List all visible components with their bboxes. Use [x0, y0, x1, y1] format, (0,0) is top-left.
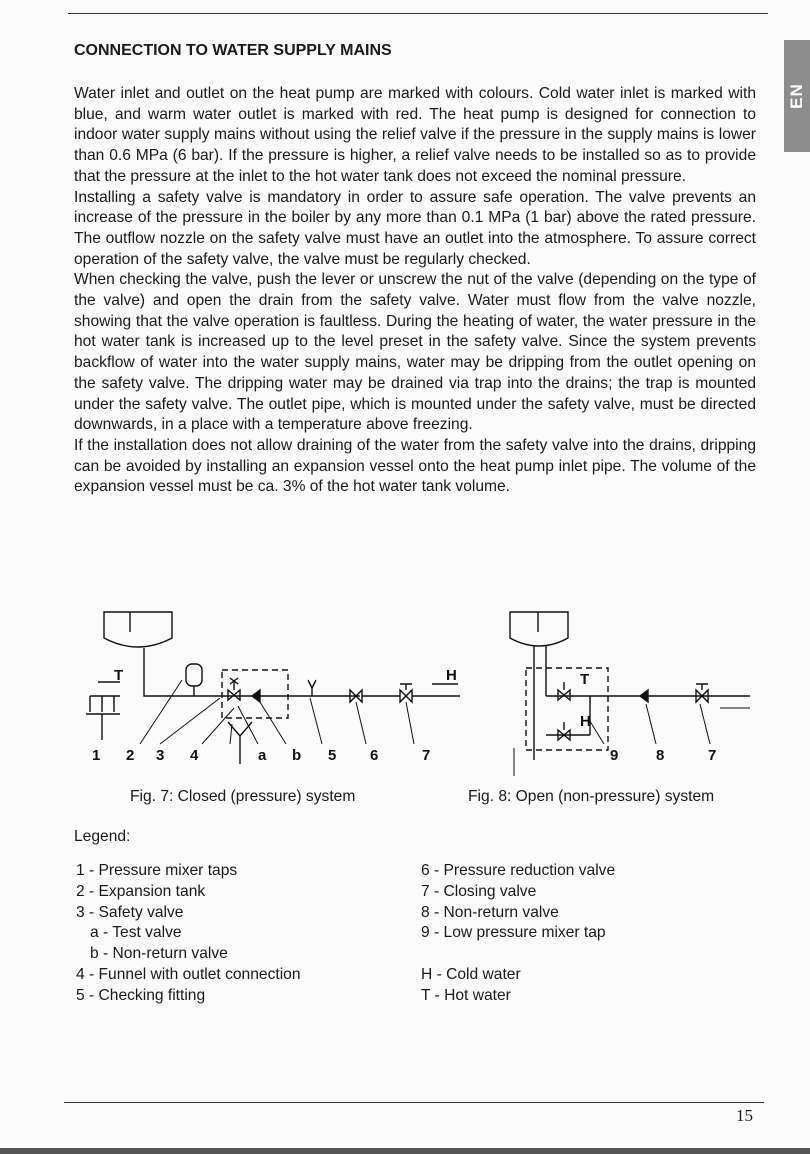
fig7-mixer-taps: [86, 696, 120, 714]
fig7-label-h: H: [446, 667, 457, 684]
fig8-diagram: [510, 612, 750, 776]
fig7-expansion-tank: [186, 664, 202, 686]
legend-item: 9 - Low pressure mixer tap: [421, 924, 606, 942]
fig8-non-return-valve: [640, 690, 648, 702]
fig7-label-3: 3: [156, 747, 165, 764]
page-number: 15: [736, 1106, 753, 1125]
fig7-label-a: a: [258, 747, 267, 764]
paragraph-1: Water inlet and outlet on the heat pump are marked with colours. Cold water inlet is marked with blue, and warm water outlet is marked with red. The heat pump is designed for connection to indoor water supply mains without using the relief valve if the pressure in the supply mains is lower than 0.6 MPa (6 bar). If the pressure is higher, a relief valve needs to be installed so as to provide that the pressure at the inlet to the hot water tank does not exceed the nominal pressure.: [74, 85, 756, 185]
legend-item: 8 - Non-return valve: [421, 903, 559, 921]
fig7-leader-lines: [140, 680, 414, 744]
legend-item: T - Hot water: [421, 986, 511, 1004]
fig7-safety-valve-spring: [230, 678, 238, 690]
fig7-tank: [104, 612, 172, 647]
fig8-tank: [510, 612, 568, 646]
fig8-closing-valve: [696, 684, 708, 702]
fig8-leader-lines: [588, 704, 710, 744]
fig8-label-9: 9: [610, 747, 619, 764]
scan-edge-shadow: [0, 1148, 810, 1154]
fig7-diagram: [86, 612, 460, 764]
legend-left-column: [76, 861, 301, 1007]
fig7-checking-fitting: [308, 680, 316, 696]
legend-item: a - Test valve: [90, 924, 182, 942]
fig7-non-return-valve: [252, 690, 260, 702]
installation-diagrams: [60, 600, 760, 780]
paragraph-3: When checking the valve, push the lever or unscrew the nut of the valve (depending on the type of the valve) and open the drain from the safety valve. Water must flow from the valve nozzle, showing that the valve operation is faultless. During the heating of water, the water pressure in the hot water tank is increased up to the level preset in the safety valve. Since the system prevents backflow of water into the water supply mains, water may be dripping from the outlet opening on the safety valve. The dripping water may be drained via trap into the drains; the trap is mounted under the safety valve. The outlet pipe, which is mounted under the safety valve, must be directed downwards, in a place with a temperature above freezing.: [74, 271, 756, 434]
fig8-label-8: 8: [656, 747, 665, 764]
fig7-label-7: 7: [422, 747, 431, 764]
legend-item: 3 - Safety valve: [76, 903, 184, 921]
fig7-label-5: 5: [328, 747, 337, 764]
paragraph-2: Installing a safety valve is mandatory in order to assure safe operation. The valve prevents an increase of the pressure in the boiler by any more than 0.1 MPa (1 bar) above the rated pressure. The outflow nozzle on the safety valve must have an outlet into the atmosphere. To assure correct operation of the safety valve, the valve must be regularly checked.: [74, 188, 756, 268]
legend-item: 5 - Checking fitting: [76, 986, 206, 1004]
fig8-lower-valve: [558, 722, 570, 740]
fig7-label-6: 6: [370, 747, 379, 764]
legend-spacer: [421, 944, 615, 965]
legend-title: Legend:: [74, 828, 131, 845]
top-rule: [68, 13, 768, 14]
fig7-label-b: b: [292, 747, 302, 764]
legend-right-column: [421, 861, 615, 1007]
body-text: [74, 84, 756, 498]
legend-item: 4 - Funnel with outlet connection: [76, 965, 301, 983]
fig7-label-1: 1: [92, 747, 101, 764]
fig8-label-7: 7: [708, 747, 717, 764]
bottom-rule: [64, 1102, 764, 1103]
fig8-upper-valve: [558, 682, 570, 700]
legend-item: 6 - Pressure reduction valve: [421, 862, 616, 879]
legend-item: H - Cold water: [421, 965, 521, 983]
legend-item: 1 - Pressure mixer taps: [76, 862, 238, 879]
legend-item: 2 - Expansion tank: [76, 882, 206, 900]
fig7-safety-valve: [228, 690, 240, 700]
fig8-tank-pipes: [534, 646, 546, 760]
fig7-caption: Fig. 7: Closed (pressure) system: [130, 788, 356, 805]
section-heading: CONNECTION TO WATER SUPPLY MAINS: [74, 42, 392, 59]
language-tab-label: EN: [787, 83, 806, 109]
legend-item: 7 - Closing valve: [421, 882, 537, 900]
paragraph-4: If the installation does not allow draining of the water from the safety valve into the drains, dripping can be avoided by installing an expansion vessel onto the heat pump inlet pipe. The volume of the expansion vessel must be ca. 3% of the hot water tank volume.: [74, 436, 756, 496]
fig7-label-4: 4: [190, 747, 199, 764]
language-tab: [784, 40, 810, 152]
fig7-closing-valve: [400, 684, 412, 702]
fig8-label-h: H: [580, 713, 591, 730]
fig7-label-t: T: [114, 667, 124, 684]
fig7-label-2: 2: [126, 747, 135, 764]
fig8-caption: Fig. 8: Open (non-pressure) system: [468, 788, 715, 805]
legend-item: b - Non-return valve: [90, 945, 228, 963]
fig8-label-t: T: [580, 671, 590, 688]
